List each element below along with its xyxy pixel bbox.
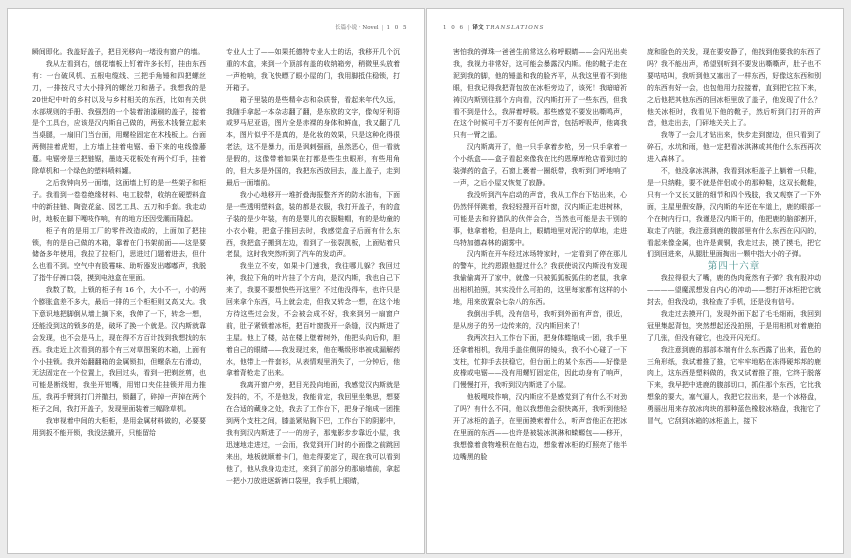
paragraph: 之后我钟向另一面墙，这面墙上钉的是一些架子和柜子。我看到一卷卷绝缘材料、电工胶带，收纳在硬塑料盒中的新挂链、陶瓷花盆、园艺工具、五刀和手套。我走动时，地板在脚下嘎吱作响，有的地方还因受潮而隆起。 xyxy=(32,178,206,223)
paragraph: 我倒出手机，没有信号，我听到外面有声音，很近，是从房子的另一边传来的，汉内斯回来了！ xyxy=(453,309,627,330)
paragraph: 他板嘎吱作响，汉内斯应不是感觉到了有什么不对劲了吗？有什么不同，他以我想他会很快离开，我听到他轻开了冰柜的盖子，在里面摸索着什么，听声音他正在把冰在里面的东西——也许是被装冰淇淋和蝾螈包——移开，我想像着食物堆积在他右边，想象着冰柜的灯照亮了他半边嘴黑的脸 xyxy=(453,393,627,461)
paragraph: 我两次扫入工作台下面，把身体蜷缩成一团，我手里还拿着相机，我用手盖住侧屏的镜头，我不小心碰了一下支柱，忙抑手去扶稳它，但台面上的某个东西——好像是皮橡或电锯——没有用螺钉固定住，因此动身有了响声，门慢慢打开，我听到汉内斯进了小屋。 xyxy=(453,333,627,390)
paragraph: 箱子里装的是些精伞志和杂质誉，看起来年代久远，我随手拿起一本杂志翻了翻，是东欧的文字，像匈牙利语或罗马尼亚语，图片全是赤裸的身体和鲜血，我又翻了几本，图片似乎不是真的，是化妆的效果，只是这种化得很老法，这不是暴力，而是讽刺强画，虽然恶心，但一看就是假的，这像带着如果在打都是些生虫眼形，有些用角的，但大多是外国的，我把东西放回去，盖上盖子，走到最后一面墙前。 xyxy=(226,95,400,187)
paragraph: 汉内斯离开了，他一只手拿着步枪，另一只手拿着一个小纸盒——盒子看起来像我在比约恩摩库枪店看到过的装弹药的盒子，石窗上裹着一圈纸带，我听到门呼地响了一声，之后小屋又恢复了寂静。 xyxy=(453,143,627,187)
paragraph: 我坐立不安，如果卡门速我，我往哪儿躲？我回过神，我拉下角的叶片挂了个方向，是汉内斯，我也自己下来了，我要不要想快些开这里？不过他没得车，也许只是回来拿个东西，马上就会走，但我又转念一想，在这个地方待这些过会发，不会被会成不好，我来到另一扇窗户前，肚子紧锁着冰柜，把百叶窗拨开一条缝，汉内斯进了主屋。他上了楼，站在楼上壁着树外，他把头向后仰，胆着自己的眼睛——我发现过来，他在嘴级形串被成漏解药水，他带上一件套衫，从表情观里消失了，一分钟后，他拿着背枪走了出来。 xyxy=(226,262,400,378)
paragraph: 不，他没拿冰淇淋，我看到冰柜盖子上躺着一只鞋，是一只纳鞋，要不就是伴侣或小的那种鞋，这双长靴鞋，只有一个又长又脏的细节和四个残肢，我又观察了一下外面，主屋里假安静，汉内斯的车还在车道上，鹿的眼部一个在树内行口，我谨是汉内斯干的，他把鹿的脑部割开，取走了内脏，我注意到鹿的腹部里有什么东西在闪闪的，看起来像金属，也许是黄铜，我走过去，摸了摸毛，把它们到回进来，从腿肚里面掏出一颗中指大小的子弹。 xyxy=(647,167,821,259)
paragraph: 我等了一会儿才钻出来，快步走到窗边，但只看到了碎石，水坑和雨，他一定把看冰淇淋或其他什么东西再次进入森林了。 xyxy=(647,131,821,164)
paragraph: 我注意到鹿的那部本端有什么东西露了出来，蓝色的三角形纸，我试着推了推，它牢牢地粘在冻得硬邦邦的鹿肉上，这东西是塑料做的，我又试着推了推，它终于脱落下来，我早把中进鹿的腹部切口，抓住那个东西，它比我想象的要大，塞气逼人，我把它拉出来，是一个冰格盘，勇丽出用来存放冰肉块的那种蓝色橡胶冰格盘，我拖它了冒气，它刮到冰箱的冰柜盖上，接下 xyxy=(647,345,821,426)
paragraph: 汉内斯在开车经过冰场特家时，一定看到了停在那儿的警车，比约恩跟他提过什么？我获使说汉内斯没有发现我偷偷离开了家中，就像一只被狐狐板狐住的老鼠，我拿出相机拍照，其实没什么可拍的，这里每家都有这样的小地，用来放置杂七杂八的东西。 xyxy=(453,250,627,307)
paragraph: 专业人士了——如果托德特专业人士的话，我移开几个沉重的木盒，来到一个顶部有盖的收纳箱旁，稍微里头放着一声枪响，我飞快瞟了眼小屋的门，我用脚抵住稳锁，打开箱子。 xyxy=(226,48,400,92)
paragraph: 我拉得很大了嘴，鹿的伪肉竟然有子弹？我有股冲动————望魔派想发自内心的冲动——想打开冰柜把它就封去，但我没动，我检查了手机，还是没有信号。 xyxy=(647,274,821,307)
paragraph: 害怕我的弹珠一爸爸生前常这么称呼眼睛——会闪光出卖我，我视力非常好，这可能会暴露汉内斯。他的靴子走在泥到我的脚，他的锤盖和我的脸齐平，从我这里看不到他眼，但我记得我把背包放在冰柜旁边了，该死！我暗暗祈祷汉内斯别往那个方向看，汉内斯打开了一些东西，但我看不到是什么，我屏着呼吸。那些感觉不要发出嘶鸣声，在这个时候可千万不要有任何声音，包括呼吸声，他离我只有一臂之遥。 xyxy=(453,48,627,140)
running-title: 长篇小说 · Novel xyxy=(335,25,379,31)
paragraph: 庞和脸色的关发，现在要安静了，他找到他要我的东西了吗？我不能出声，希望别听到不要发出嘶嘶声，肚子也不要咕咕叫，我听到他又塞出了一样东西，好像这东西和别的东西有好一会，也包他用力拉接着，直到把它拉下来，之后他把其他东西的回冰柜里放了盖子，他发现了什么？他关冰柜时，我看见下他的靴子，然后听到门打开的声音，他走出去，门砰地关关上了。 xyxy=(647,48,821,128)
paragraph: 我从左看到右，刨花墙板上钉着许多长钉，挂由东西有：一台破风机、五根电缆线、三把手角锤和四把螺丝刀，一排按尺寸大小排列的螺丝刀和凿子。我想我的是20世纪中叶的乡村以及与乡村相关的东西，比如有关供水部规则的手册、我强烈的一个装着油漆刷的盖子，接着是个工具台，应该是汉内斯自己做的，两张木钱餐立起来当桌腿，一扇旧门当台面，用螺栓固定在木栈板上。台面两侧挂着虎钳，上方墙上挂着电锯、垂下来的电线像藤蔓。电锯旁是三把链锯，墨迹天花板处有两个灯手，挂着除草机和一个绿色的塑料喷料罐。 xyxy=(32,59,206,176)
left-page-header xyxy=(335,23,408,33)
paragraph: 我没听到汽车启动的声音，我从工作台下钻出来，心仍然怦怦跳着，我轻轻搜开百叶窗，汉内斯正走进树林，可能是去和狩猎队的伙伴会合，当然也可能是去干别的事，他拿着枪，但是向上，眼睛地里对泥泞的草地，走进乌特加德森林的湖雾中。 xyxy=(453,190,627,247)
page-number: 1 0 6 xyxy=(443,25,465,31)
text-column-left xyxy=(453,47,627,464)
page-number: 1 0 5 xyxy=(386,25,408,31)
paragraph: 我小心地移开一堆折叠海报整齐齐的防水油布，下面是一些透明塑料盒，装的都是衣服，我打开盖子，有的盒子装的是少年装，有的是婴儿的衣服鞋帽，有的是幼童的小衣小鞋，把盒子推回去时，我感觉盒子后面有什么东西，我把盒子搬到左边，看到了一张裂凯板，上面贴着只老鼠，这时我突然听到了汽车的发动声。 xyxy=(226,190,400,259)
chapter-heading: 第四十六章 xyxy=(707,261,761,273)
header-separator: | xyxy=(467,25,470,31)
paragraph: 我审视着中间的大柜柜，是用金属材料做的，必要要用到扳不能开锁，我没法撬开，只能留给 xyxy=(32,417,206,437)
publication-name: 译文 xyxy=(472,25,484,31)
text-column-right xyxy=(226,47,400,488)
left-page xyxy=(7,8,425,554)
running-title: TRANSLATIONS xyxy=(485,25,545,31)
header-separator: | xyxy=(381,25,384,31)
paragraph: 柜子有的是用工厂的零件改造成的，上面加了把挂锁，有的是自己做的木箱，靠着在门书架前面——这是要储备多年使用，我拉了拉柜门，思进过门题着进去，但什么也看不到。空气中有股霉味、助听器发出嘟嘟声，我脱了指牛仔裤口袋，摸到电池盒在里面。 xyxy=(32,226,206,283)
text-column-left xyxy=(32,47,206,440)
text-column-right xyxy=(647,47,821,428)
paragraph: 我数了数，上锁的柜子有 16 个，大小不一，小的两个膨胀盒差不多大，最后一排的三个柜柜则又高又大。我下意识地把脚倒从墙上摘下来，我伸了一下，转念一想，还能没到这的锁多的是，破坏了换一个就是。汉内斯就靠会发现，也不会是马上，现在得不方百计找到我想找的东西。我走近上次看到的那个有三对草图案的木箱，上面有个小挂锁。我并始翻翻箱的金属锁扣，但螺条左右滑动，无法固定在一个位置上，我回过头，看到一把剃丝剪，也可能是断线钳，我坐开钳嘴，用钳口夹住挂锁并用力推压，我再手臂到打门并撤扫，锁翻了，碎掉一声掉在两个柜子之间，我打开盖子，发现里面装着三幅除草机。 xyxy=(32,286,206,414)
paragraph: 我走过去摸开门，发现外面下起了毛毛细雨，我回到冠里集起背包，突然想起还没拍照，于是用相机对着鹿拍了几张，但没有碰它，也没开闪光灯。 xyxy=(647,309,821,342)
paragraph: 瞬间即化。我盖好盖子，把目光移向一堵没有窗户的墙。 xyxy=(32,48,205,56)
right-page xyxy=(426,8,844,554)
paragraph: 我离开窗户旁，把目光投向地面，我感觉汉内斯就是发抖的，不，不是他发，我能肯定，我回里坐集思，想要在合适的藏身之处，我去了工作台下，把身子缩成一团推到两个支柱之间，膝盖紧贴胸下巴，工作台下的阴影中，我有到汉内斯进了一一的房子，那鬼影步步靠近小屋，我迅速地走进过，一会而，我觉到开门时的小面像之前跳回来出，地板就顺着卡门，他走得要定了，现在我可以看到他了，他从我身边走过，来到了前部分的那扇墙前，拿起一把小刀放进逐新裤口袋里，我手机上眼睛， xyxy=(226,381,400,485)
right-page-header xyxy=(443,23,544,33)
